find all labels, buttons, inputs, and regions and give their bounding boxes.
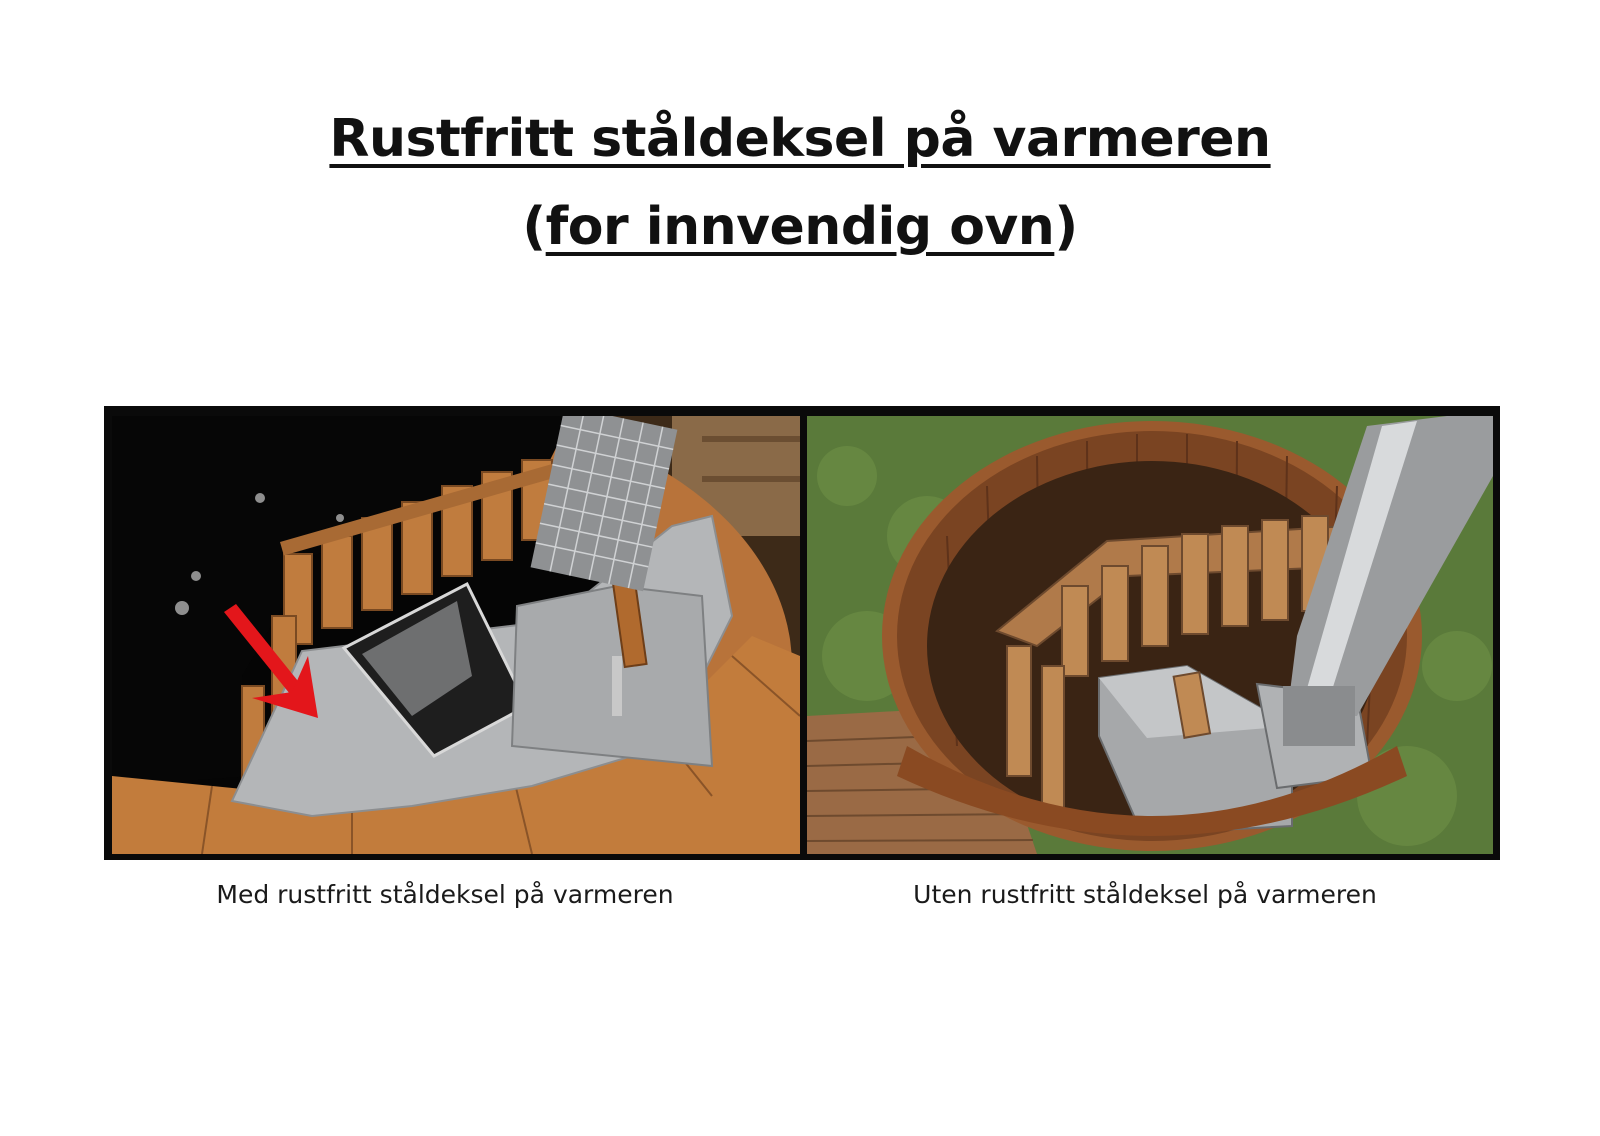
page-title [0,95,1600,271]
photo-with-cover-graphic [112,416,800,854]
image-frame [104,406,1500,860]
caption-with-cover: Med rustfritt ståldeksel på varmeren [216,880,674,909]
caption-without-cover: Uten rustfritt ståldeksel på varmeren [913,880,1377,909]
title-line-1: Rustfritt ståldeksel på varmeren [329,109,1271,169]
title-line-2: (for innvendig ovn) [522,197,1078,257]
photo-with-cover [112,416,800,854]
photo-without-cover [807,416,1493,854]
photo-without-cover-graphic [807,416,1493,854]
